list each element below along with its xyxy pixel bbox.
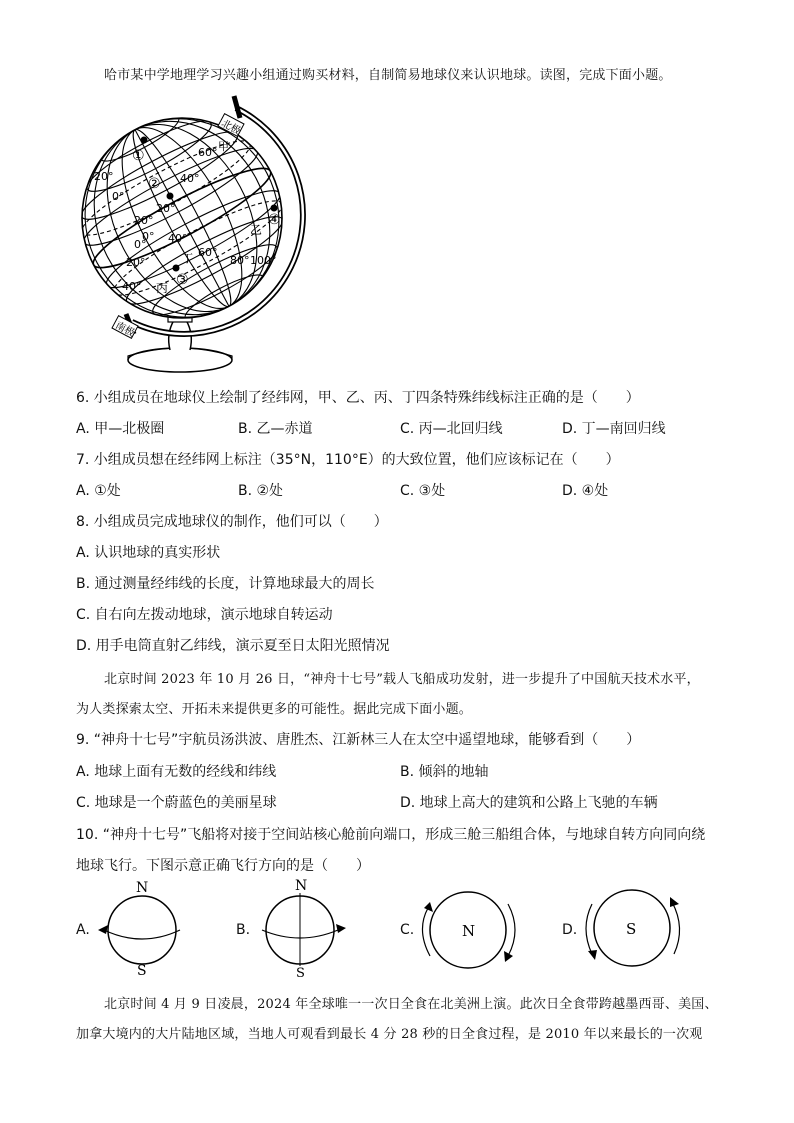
deg-label: 40° <box>122 280 142 293</box>
south-label: S <box>296 966 305 978</box>
q10-figure-b[interactable] <box>252 878 352 978</box>
q10-figure-a[interactable] <box>92 878 192 978</box>
deg-label: 100° <box>250 254 277 267</box>
q10-figure-d[interactable] <box>578 880 688 980</box>
line-yi-label: 乙 <box>250 223 263 237</box>
q10-option-c-label[interactable]: C. <box>400 922 415 938</box>
north-label: N <box>462 922 476 940</box>
q10-stem-line-2: 地球飞行。下图示意正确飞行方向的是（ ） <box>76 858 370 874</box>
q10-stem-line-1: 10. “神舟十七号”飞船将对接于空间站核心舱前向端口，形成三舱三船组合体，与地球自转方向同向绕 <box>76 827 706 843</box>
deg-label: 0° <box>112 190 125 203</box>
deg-label: 20° <box>156 202 176 215</box>
intro-text-2-line-1: 北京时间 2023 年 10 月 26 日，“神舟十七号”载人飞船成功发射，进一步提升了中国航天技术水平， <box>104 672 700 687</box>
intro-text-3-line-1: 北京时间 4 月 9 日凌晨，2024 年全球唯一一次日全食在北美洲上演。此次日全食带跨越墨西哥、美国、 <box>104 997 718 1012</box>
q10-figure-c[interactable] <box>416 880 526 980</box>
q7-stem: 7. 小组成员想在经纬网上标注（35°N，110°E）的大致位置，他们应该标记在（ ） <box>76 452 620 468</box>
deg-label: 80° <box>230 254 250 267</box>
q8-stem: 8. 小组成员完成地球仪的制作，他们可以（ ） <box>76 514 388 530</box>
deg-label: 20° <box>94 170 114 183</box>
south-label: S <box>626 920 637 938</box>
point-4-label: ④ <box>268 212 281 228</box>
line-bing-label: 丙 <box>156 281 169 295</box>
south-pole-label: 南极 <box>113 320 137 340</box>
q6-option-a[interactable]: A. 甲—北极圈 <box>76 421 165 437</box>
deg-label: 60° <box>198 246 218 259</box>
point-2-label: ② <box>148 176 161 192</box>
q6-option-b[interactable]: B. 乙—赤道 <box>238 421 313 437</box>
q7-option-a[interactable]: A. ①处 <box>76 483 121 499</box>
globe-figure <box>76 88 306 378</box>
north-label: N <box>295 878 308 894</box>
q10-option-d-label[interactable]: D. <box>562 922 578 938</box>
q6-option-c[interactable]: C. 丙—北回归线 <box>400 421 503 437</box>
q6-option-d[interactable]: D. 丁—南回归线 <box>562 421 666 437</box>
intro-text-2-line-2: 为人类探索太空、开拓未来提供更多的可能性。据此完成下面小题。 <box>76 702 473 717</box>
q9-option-a[interactable]: A. 地球上面有无数的经线和纬线 <box>76 764 277 780</box>
deg-label: 60° <box>198 146 218 159</box>
point-1-label: ① <box>132 148 145 164</box>
q9-option-b[interactable]: B. 倾斜的地轴 <box>400 764 489 780</box>
q10-option-a-label[interactable]: A. <box>76 922 90 938</box>
q7-option-b[interactable]: B. ②处 <box>238 483 284 499</box>
point-3-label: ③ <box>176 272 189 288</box>
q9-option-d[interactable]: D. 地球上高大的建筑和公路上飞驰的车辆 <box>400 795 658 811</box>
deg-label: 0° <box>134 238 147 251</box>
north-pole-label: 北极 <box>219 118 243 138</box>
q7-option-d[interactable]: D. ④处 <box>562 483 609 499</box>
line-jia-label: 甲 <box>218 140 229 153</box>
deg-label: 40° <box>168 232 188 245</box>
intro-text-1: 哈市某中学地理学习兴趣小组通过购买材料，自制简易地球仪来认识地球。读图，完成下面小题。 <box>104 68 672 83</box>
deg-label: 0° <box>142 230 155 243</box>
north-label: N <box>136 880 149 896</box>
deg-label: 20° <box>134 214 154 227</box>
q8-option-a[interactable]: A. 认识地球的真实形状 <box>76 545 221 561</box>
deg-label: 40° <box>180 172 200 185</box>
deg-label: 20° <box>126 256 146 269</box>
south-label: S <box>137 963 147 978</box>
line-ding-label: 丁 <box>182 252 193 265</box>
q7-option-c[interactable]: C. ③处 <box>400 483 446 499</box>
q8-option-d[interactable]: D. 用手电筒直射乙纬线，演示夏至日太阳光照情况 <box>76 638 390 654</box>
q8-option-c[interactable]: C. 自右向左拨动地球，演示地球自转运动 <box>76 607 333 623</box>
q10-option-b-label[interactable]: B. <box>236 922 251 938</box>
q6-stem: 6. 小组成员在地球仪上绘制了经纬网，甲、乙、丙、丁四条特殊纬线标注正确的是（ ） <box>76 390 640 406</box>
intro-text-3-line-2: 加拿大境内的大片陆地区域，当地人可观看到最长 4 分 28 秒的日全食过程，是 2010 年以来最长的一次观 <box>76 1027 703 1042</box>
q9-stem: 9. “神舟十七号”宇航员汤洪波、唐胜杰、江新林三人在太空中遥望地球，能够看到（ ） <box>76 732 641 748</box>
q8-option-b[interactable]: B. 通过测量经纬线的长度，计算地球最大的周长 <box>76 576 375 592</box>
q9-option-c[interactable]: C. 地球是一个蔚蓝色的美丽星球 <box>76 795 277 811</box>
